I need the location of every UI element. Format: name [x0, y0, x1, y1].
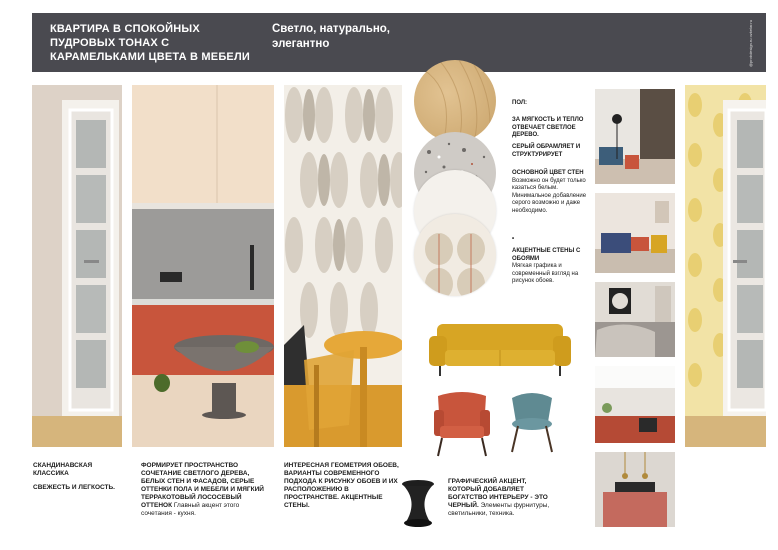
wallpaper-chair-image	[284, 85, 402, 447]
note-wall-desc: Возможно он будет только казаться белым. Минимальное добавление серого возможно и даже необходимо.	[512, 177, 587, 214]
living-room-photo-2	[595, 193, 675, 273]
door-image-right	[685, 85, 766, 447]
note-bullet	[512, 236, 522, 244]
caption-space-desc: Главный акцент этого сочетания - кухня.	[141, 502, 240, 517]
caption-black-accent	[448, 478, 560, 518]
chair-teal-image	[506, 392, 558, 454]
caption-black-desc: Элементы фурнитуры, светильники, техника.	[448, 502, 550, 517]
caption-scandi-title2: СВЕЖЕСТЬ И ЛЕГКОСТЬ.	[33, 484, 115, 491]
kitchen-image	[132, 85, 274, 447]
note-wall-color	[512, 170, 590, 215]
kitchen-photo-3	[595, 452, 675, 527]
page-title: КВАРТИРА В СПОКОЙНЫХ ПУДРОВЫХ ТОНАХ С КАРАМЕЛЬКАМИ ЦВЕТА В МЕБЕЛИ	[50, 23, 250, 63]
caption-scandi-title: СКАНДИНАВСКАЯ КЛАССИКА	[33, 462, 93, 477]
caption-geometry-title: ИНТЕРЕСНАЯ ГЕОМЕТРИЯ ОБОЕВ, ВАРИАНТЫ СОВРЕМЕННОГО ПОДХОДА К РИСУНКУ ОБОЕВ И ИХ РАСПОЛОЖЕНИЮ В ПРОСТРАНСТВЕ. АКЦЕНТНЫЕ СТЕНЫ.	[284, 462, 399, 509]
wallpaper-swatch	[414, 214, 496, 296]
note-wood	[512, 117, 590, 140]
page-subtitle: Светло, натурально, элегантно	[272, 23, 390, 50]
note-accent-desc: Мягкая графика и современный взгляд на рисунок обоев.	[512, 263, 579, 284]
sofa-image	[425, 318, 575, 380]
note-wall-title: ОСНОВНОЙ ЦВЕТ СТЕН	[512, 170, 584, 176]
note-grey	[512, 144, 590, 159]
note-grey-title: СЕРЫЙ ОБРАМЛЯЕТ И СТРУКТУРИРУЕТ	[512, 144, 581, 158]
armchair-terracotta-image	[432, 392, 492, 458]
bedroom-photo	[595, 282, 675, 357]
kitchen-photo-2	[595, 366, 675, 443]
caption-black-title: ГРАФИЧЕСКИЙ АКЦЕНТ, КОТОРЫЙ ДОБАВЛЯЕТ БОГАТСТВО ИНТЕРЬЕРУ - ЭТО ЧЕРНЫЙ.	[448, 478, 548, 509]
living-room-photo-1	[595, 89, 675, 184]
bullet-mark: •	[512, 236, 515, 242]
wood-swatch	[414, 60, 496, 142]
caption-space	[141, 462, 271, 518]
note-floor	[512, 100, 590, 108]
note-accent-walls	[512, 248, 590, 286]
door-image-left	[32, 85, 122, 447]
vertical-credit: @probdesign.ru ozkelar.ru	[748, 20, 753, 67]
note-floor-title: ПОЛ:	[512, 100, 528, 106]
caption-geometry	[284, 462, 404, 510]
note-accent-title: АКЦЕНТНЫЕ СТЕНЫ С ОБОЯМИ	[512, 248, 581, 262]
black-stool-image	[400, 478, 436, 528]
caption-scandi	[33, 462, 123, 492]
header-banner	[32, 13, 766, 72]
note-wood-title: ЗА МЯГКОСТЬ И ТЕПЛО ОТВЕЧАЕТ СВЕТЛОЕ ДЕРЕВО.	[512, 117, 584, 138]
caption-space-title: ФОРМИРУЕТ ПРОСТРАНСТВО СОЧЕТАНИЕ СВЕТЛОГО ДЕРЕВА, БЕЛЫХ СТЕН И ФАСАДОВ, СЕРЫЕ ОТТЕНКИ ПОЛА И МЕБЕЛИ И МЯГКИЙ ТЕРРАКОТОВЫЙ ЛОСОСЕВЫЙ ОТТЕНОК	[141, 462, 264, 509]
